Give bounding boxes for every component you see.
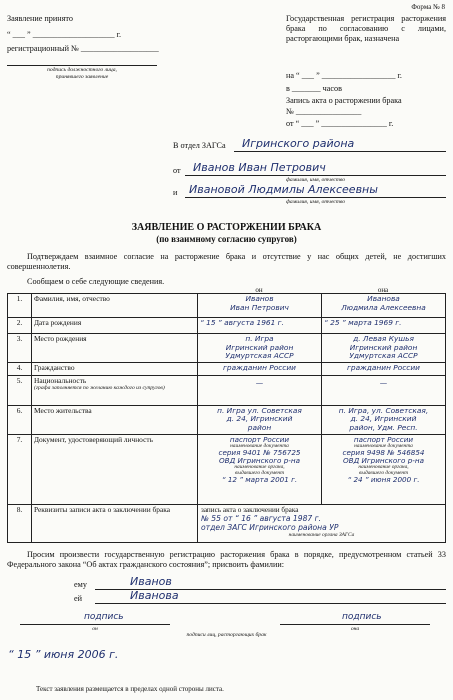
to-zags-value: Игринского района bbox=[242, 137, 355, 150]
zags-caption: наименование органа ЗАГСа bbox=[288, 531, 355, 538]
row-number: 4. bbox=[8, 362, 32, 375]
he-birthdate-value: “ 15 ” августа 1961 г. bbox=[198, 318, 322, 334]
to-zags-line bbox=[234, 151, 446, 152]
to-zags-label: В отдел ЗАГСа bbox=[173, 141, 226, 150]
record-number-line: № ________________ bbox=[286, 107, 362, 116]
row-number: 5. bbox=[8, 375, 32, 405]
table-row-citizenship bbox=[8, 362, 446, 375]
row-label: Документ, удостоверяющий личность bbox=[32, 434, 198, 504]
row-number: 8. bbox=[8, 504, 32, 542]
him-surname-label: ему bbox=[74, 580, 87, 589]
from-value: Иванов Иван Петрович bbox=[193, 161, 326, 174]
table-row-birthplace bbox=[8, 334, 446, 363]
official-signature-caption: подпись должностного лица, принявшего заявление bbox=[47, 67, 117, 80]
row-number: 1. bbox=[8, 294, 32, 318]
he-signature-line bbox=[20, 624, 170, 625]
marriage-record-cell bbox=[198, 504, 446, 542]
row-label-cell bbox=[32, 375, 198, 405]
from-line bbox=[185, 175, 446, 176]
him-surname-value: Иванов bbox=[130, 575, 172, 588]
she-document-date: “ 24 ” июня 2000 г. bbox=[347, 476, 420, 484]
she-nationality-value: — bbox=[322, 375, 446, 405]
registration-text: Государственная регистрация расторжения брака по согласованию с лицами, расторгающими брак, назначена bbox=[286, 14, 446, 43]
she-signature-line bbox=[280, 624, 430, 625]
he-document-issuer: ОВД Игринского р-на bbox=[219, 456, 300, 465]
and-value: Ивановой Людмилы Алексеевны bbox=[189, 183, 378, 196]
marriage-record-title: запись акта о заключении брака bbox=[201, 505, 299, 514]
row-number: 2. bbox=[8, 318, 32, 334]
he-birthplace-value: п. Игра Игринский район Удмуртская АССР bbox=[198, 334, 322, 363]
signatures-caption: подписи лиц, расторгающих брак bbox=[186, 632, 267, 638]
intro-info-line: Сообщаем о себе следующие сведения. bbox=[27, 277, 165, 286]
record-date-line: от “ ___ ” ________________ г. bbox=[286, 119, 394, 128]
her-surname-line bbox=[95, 603, 446, 604]
row-label: Гражданство bbox=[32, 362, 198, 375]
she-birthplace-value: д. Левая Кушья Игринский район Удмуртская АССР bbox=[322, 334, 446, 363]
table-row-birthdate bbox=[8, 318, 446, 334]
and-label: и bbox=[173, 188, 178, 197]
row-number: 7. bbox=[8, 434, 32, 504]
her-surname-value: Иванова bbox=[130, 589, 179, 602]
table-row-nationality bbox=[8, 375, 446, 405]
he-document-type: паспорт России bbox=[229, 435, 290, 444]
she-birthdate-value: “ 25 ” марта 1969 г. bbox=[322, 318, 446, 334]
document-subtitle: (по взаимному согласию супругов) bbox=[156, 234, 297, 244]
info-table bbox=[7, 293, 446, 543]
she-document-cell bbox=[322, 434, 446, 504]
table-row-residence bbox=[8, 405, 446, 434]
official-signature-line bbox=[7, 65, 157, 66]
he-fio-value: Иванов Иван Петрович bbox=[198, 294, 322, 318]
row-label: Фамилия, имя, отчество bbox=[32, 294, 198, 318]
he-signature-caption: он bbox=[92, 626, 98, 632]
footer-note: Текст заявления размещается в пределах одной стороны листа. bbox=[36, 685, 224, 693]
marriage-record-office: отдел ЗАГС Игринского района УР bbox=[201, 522, 339, 532]
row-number: 3. bbox=[8, 334, 32, 363]
registration-time-line: в _______ часов bbox=[286, 84, 342, 93]
marriage-record-number: № 55 от “ 16 ” августа 1987 г. bbox=[201, 513, 322, 523]
document-title: ЗАЯВЛЕНИЕ О РАСТОРЖЕНИИ БРАКА bbox=[131, 222, 322, 233]
she-fio-value: Иванова Людмила Алексеевна bbox=[322, 294, 446, 318]
row-label: Место рождения bbox=[32, 334, 198, 363]
table-row-marriage bbox=[8, 504, 446, 542]
row-label: Реквизиты записи акта о заключении брака bbox=[32, 504, 198, 542]
he-citizenship-value: гражданин России bbox=[198, 362, 322, 375]
she-document-type: паспорт России bbox=[353, 435, 414, 444]
she-document-issuer: ОВД Игринского р-на bbox=[343, 456, 424, 465]
he-residence-value: п. Игра ул. Советская д. 24, Игринский район bbox=[198, 405, 322, 434]
she-residence-value: п. Игра, ул. Советская, д. 24, Игринский район, Удм. Респ. bbox=[322, 405, 446, 434]
row-label: Национальность bbox=[34, 375, 87, 385]
nationality-note: (графа заполняется по желанию каждого из супругов) bbox=[34, 385, 165, 392]
issuer-caption: наименование органа, выдавшего документ bbox=[358, 464, 409, 477]
and-line bbox=[185, 197, 446, 198]
intro-paragraph: Подтверждаем взаимное согласие на расторжение брака и отсутствие у нас общих детей, не достигших совершеннолетия. bbox=[7, 252, 446, 271]
fio-caption-1: фамилия, имя, отчество bbox=[285, 177, 346, 183]
issuer-caption: наименование органа, выдавшего документ bbox=[234, 464, 285, 477]
from-label: от bbox=[173, 166, 181, 175]
he-document-series: серия 9401 № 756725 bbox=[218, 449, 301, 457]
fio-caption-2: фамилия, имя, отчество bbox=[285, 199, 346, 205]
col-he-header: он bbox=[255, 286, 263, 294]
accepted-label: Заявление принято bbox=[7, 14, 73, 23]
she-signature-caption: она bbox=[350, 626, 360, 632]
doc-caption: наименование документа bbox=[230, 443, 289, 450]
table-row-fio bbox=[8, 294, 446, 318]
he-signature: подпись bbox=[84, 612, 124, 622]
she-signature: подпись bbox=[342, 612, 382, 622]
accepted-date-line: “ ___ ” ____________________ г. bbox=[7, 30, 122, 39]
table-row-document bbox=[8, 434, 446, 504]
he-nationality-value: — bbox=[198, 375, 322, 405]
record-label: Запись акта о расторжении брака bbox=[286, 96, 402, 105]
reg-number-line: регистрационный № ___________________ bbox=[7, 44, 159, 53]
doc-caption: наименование документа bbox=[354, 443, 413, 450]
form-number: Форма № 8 bbox=[411, 3, 445, 11]
she-document-series: серия 9498 № 546854 bbox=[342, 449, 425, 457]
row-label: Дата рождения bbox=[32, 318, 198, 334]
registration-date-line: на “ ___ ” __________________ г. bbox=[286, 71, 402, 80]
she-citizenship-value: гражданин России bbox=[322, 362, 446, 375]
request-paragraph: Просим произвести государственную регистрацию расторжения брака в порядке, предусмотренном статьей 33 Федерального закона “Об актах гражданского состояния”; присвоить фамилии: bbox=[7, 550, 446, 569]
row-label: Место жительства bbox=[32, 405, 198, 434]
col-she-header: она bbox=[377, 286, 389, 294]
he-document-date: “ 12 ” марта 2001 г. bbox=[221, 476, 298, 484]
he-document-cell bbox=[198, 434, 322, 504]
her-surname-label: ей bbox=[74, 594, 83, 603]
application-date: “ 15 ” июня 2006 г. bbox=[8, 648, 119, 661]
row-number: 6. bbox=[8, 405, 32, 434]
